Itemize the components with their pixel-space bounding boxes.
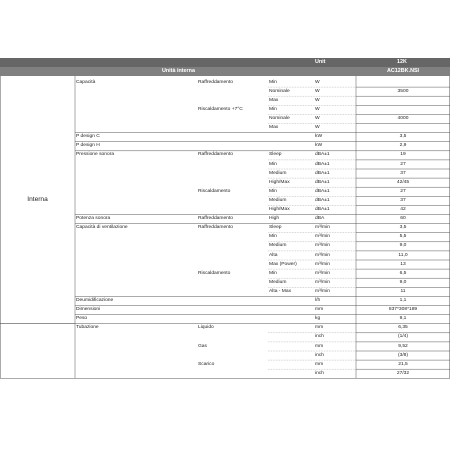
row-unit: W xyxy=(315,106,320,112)
row-value: 60 xyxy=(400,216,406,222)
row-unit: dBA±1 xyxy=(315,207,330,212)
header-bar-unit xyxy=(0,58,450,67)
row-mode: Riscaldamento xyxy=(198,188,231,194)
row-unit: dBA±1 xyxy=(315,161,330,167)
row-value: (1/4) xyxy=(397,334,409,340)
row-parameter: P design H xyxy=(76,143,100,149)
row-unit: W xyxy=(315,97,320,103)
row-level: Min xyxy=(269,161,277,167)
row-unit: mm xyxy=(315,325,324,331)
group-label-interna: Interna xyxy=(27,195,48,203)
row-unit: W xyxy=(315,125,320,131)
row-value: (3/8) xyxy=(397,352,409,358)
row-value: 2,9 xyxy=(399,143,407,149)
row-unit: dBA±1 xyxy=(315,188,330,194)
row-value: 9,0 xyxy=(399,243,407,249)
row-mode: Riscaldamento xyxy=(198,270,231,276)
row-level: High xyxy=(269,216,280,222)
row-unit: dBA±1 xyxy=(315,179,330,185)
row-parameter: Potenza sonora xyxy=(76,216,111,222)
row-level: Medium xyxy=(269,279,287,285)
row-level: Max xyxy=(269,125,279,131)
row-mode: Raffreddamento xyxy=(198,79,233,85)
row-unit: m³/min xyxy=(315,243,330,249)
row-unit: W xyxy=(315,79,320,85)
row-unit: m³/min xyxy=(315,252,330,258)
model-code: AC12BK.NSI xyxy=(387,68,420,74)
row-value: 37 xyxy=(400,197,406,203)
row-value: 9,1 xyxy=(399,316,407,322)
row-unit: kW xyxy=(315,143,323,149)
row-level: Nominale xyxy=(269,88,290,94)
row-value: 11,0 xyxy=(398,252,408,258)
row-parameter: Deumidificazione xyxy=(76,298,114,303)
row-level: Medium xyxy=(269,197,287,203)
row-level: Max (Power) xyxy=(269,261,297,267)
row-value: 3500 xyxy=(397,88,409,94)
row-value: 42 xyxy=(400,207,406,212)
row-level: Max xyxy=(269,97,279,103)
row-unit: l/h xyxy=(315,298,321,303)
row-value: 9,52 xyxy=(398,343,408,349)
unit-label: Unit xyxy=(315,59,326,65)
row-parameter: Capacità di ventilazione xyxy=(76,225,128,231)
row-unit: m³/min xyxy=(315,261,330,267)
row-value: 9,0 xyxy=(399,279,407,285)
row-parameter: Tubazione xyxy=(76,325,99,331)
row-unit: mm xyxy=(315,361,324,367)
row-level: High/Max xyxy=(269,179,290,185)
row-unit: m³/min xyxy=(315,279,330,285)
row-parameter: Peso xyxy=(76,316,88,322)
row-unit: kg xyxy=(315,316,321,322)
row-unit: W xyxy=(315,116,320,121)
row-value: 3,5 xyxy=(399,134,407,140)
row-parameter: P design C xyxy=(76,134,100,140)
row-mode: Raffreddamento xyxy=(198,152,233,158)
row-value: 13 xyxy=(400,261,406,267)
row-unit: dBA xyxy=(315,216,325,222)
row-unit: dBA±1 xyxy=(315,152,330,158)
row-level: Min xyxy=(269,270,277,276)
row-unit: m³/min xyxy=(315,234,330,240)
row-unit: inch xyxy=(315,370,324,376)
row-unit: dBA±1 xyxy=(315,197,330,203)
spec-sheet xyxy=(0,58,450,450)
row-level: High/Max xyxy=(269,207,290,212)
row-unit: mm xyxy=(315,307,324,313)
row-unit: m³/min xyxy=(315,225,330,231)
row-level: Alta - Max xyxy=(269,288,292,294)
row-value: 27/32 xyxy=(396,370,410,376)
row-parameter: Capacità xyxy=(76,79,96,85)
row-level: Sleep xyxy=(269,152,282,158)
row-unit: dBA±1 xyxy=(315,170,330,176)
row-unit: inch xyxy=(315,334,324,340)
section-title: Unità interna xyxy=(162,68,195,74)
row-level: Min xyxy=(269,106,277,112)
row-unit: m³/min xyxy=(315,270,330,276)
row-value: 27 xyxy=(400,188,406,194)
model-size-label: 12K xyxy=(397,59,407,65)
row-mode: Liquido xyxy=(198,325,214,331)
row-unit: mm xyxy=(315,343,324,349)
row-value: 3,5 xyxy=(399,225,407,231)
row-value: 6,35 xyxy=(398,325,408,331)
row-value: 6,5 xyxy=(399,270,407,276)
row-unit: kW xyxy=(315,134,323,140)
row-value: 19 xyxy=(400,152,406,158)
row-value: 837*308*189 xyxy=(388,307,418,313)
row-mode: Gas xyxy=(198,343,207,349)
row-mode: Scarico xyxy=(198,361,215,367)
row-value: 27 xyxy=(400,161,406,167)
row-level: Min xyxy=(269,234,277,240)
row-value: 42/45 xyxy=(396,179,410,185)
row-value: 4000 xyxy=(397,116,409,121)
row-value: 1,1 xyxy=(399,298,407,303)
row-level: Nominale xyxy=(269,116,290,121)
row-mode: Raffreddamento xyxy=(198,216,233,222)
row-level: Medium xyxy=(269,170,287,176)
row-unit: inch xyxy=(315,352,324,358)
row-level: Alta xyxy=(269,252,278,258)
row-level: Sleep xyxy=(269,225,282,231)
row-level: Min xyxy=(269,188,277,194)
row-parameter: Dimensioni xyxy=(76,307,101,313)
row-value: 21,5 xyxy=(398,361,408,367)
row-level: Medium xyxy=(269,243,287,249)
row-mode: Riscaldamento +7°C xyxy=(198,106,243,112)
row-parameter: Pressione sonora xyxy=(76,152,115,158)
row-value: 5,5 xyxy=(399,234,407,240)
header-bar-section xyxy=(0,67,450,76)
row-mode: Raffreddamento xyxy=(198,225,233,231)
row-unit: W xyxy=(315,88,320,94)
row-unit: m³/min xyxy=(315,288,330,294)
row-value: 11 xyxy=(400,288,406,294)
row-value: 37 xyxy=(400,170,406,176)
row-level: Min xyxy=(269,79,277,85)
